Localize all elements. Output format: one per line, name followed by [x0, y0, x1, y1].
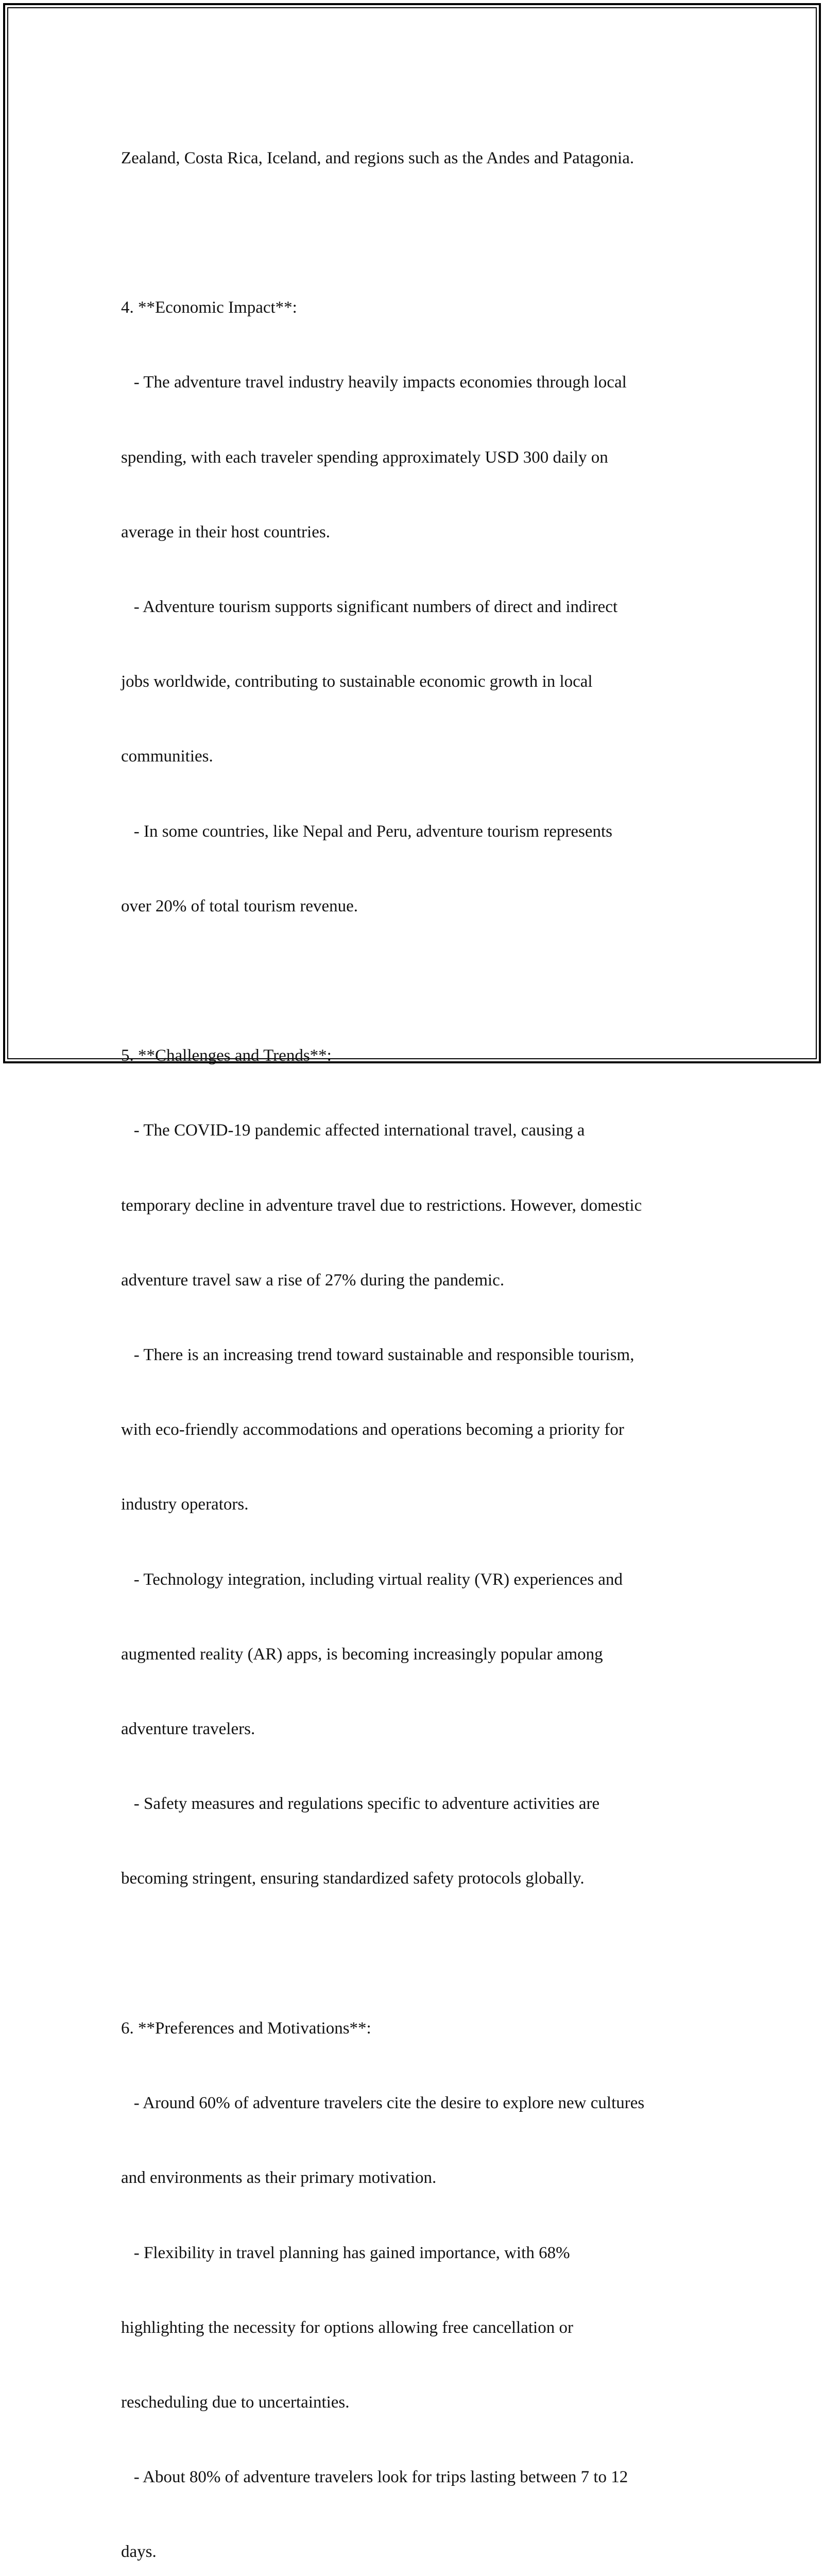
- text-line: communities.: [121, 747, 213, 766]
- text-line: augmented reality (AR) apps, is becoming increasingly popular among: [121, 1645, 603, 1664]
- text-line: Zealand, Costa Rica, Iceland, and regions such as the Andes and Patagonia.: [121, 148, 634, 167]
- text-line: - There is an increasing trend toward sustainable and responsible tourism,: [121, 1346, 634, 1365]
- text-line: - Safety measures and regulations specific to adventure activities are: [121, 1794, 600, 1814]
- text-line: - The adventure travel industry heavily impacts economies through local: [121, 373, 627, 392]
- text-line: days.: [121, 2543, 157, 2562]
- document-body: [121, 96, 708, 2576]
- text-line: industry operators.: [121, 1495, 249, 1514]
- blank-line: [121, 1941, 708, 1966]
- text-line: average in their host countries.: [121, 522, 330, 541]
- text-line: - Flexibility in travel planning has gained importance, with 68%: [121, 2243, 570, 2262]
- text-line: becoming stringent, ensuring standardized safety protocols globally.: [121, 1869, 585, 1888]
- text-line: jobs worldwide, contributing to sustainable economic growth in local: [121, 672, 593, 691]
- text-line: spending, with each traveler spending approximately USD 300 daily on: [121, 448, 608, 467]
- section-heading: 6. **Preferences and Motivations**:: [121, 2019, 371, 2038]
- blank-line: [121, 969, 708, 993]
- text-line: - Adventure tourism supports significant numbers of direct and indirect: [121, 598, 618, 617]
- section-heading: 4. **Economic Impact**:: [121, 298, 297, 317]
- text-line: over 20% of total tourism revenue.: [121, 896, 358, 916]
- text-line: - About 80% of adventure travelers look for trips lasting between 7 to 12: [121, 2468, 628, 2487]
- text-line: - The COVID-19 pandemic affected international travel, causing a: [121, 1121, 585, 1140]
- text-line: rescheduling due to uncertainties.: [121, 2393, 350, 2412]
- text-line: - Around 60% of adventure travelers cite the desire to explore new cultures: [121, 2094, 645, 2113]
- text-line: adventure travel saw a rise of 27% during the pandemic.: [121, 1270, 505, 1290]
- text-line: with eco-friendly accommodations and operations becoming a priority for: [121, 1420, 624, 1439]
- text-line: adventure travelers.: [121, 1720, 255, 1739]
- text-line: - Technology integration, including virtual reality (VR) experiences and: [121, 1570, 623, 1589]
- text-line: and environments as their primary motivation.: [121, 2168, 437, 2188]
- blank-line: [121, 221, 708, 245]
- text-line: - In some countries, like Nepal and Peru, adventure tourism represents: [121, 822, 612, 841]
- text-line: temporary decline in adventure travel due to restrictions. However, domestic: [121, 1196, 642, 1215]
- text-line: highlighting the necessity for options allowing free cancellation or: [121, 2318, 573, 2337]
- section-heading: 5. **Challenges and Trends**:: [121, 1046, 332, 1065]
